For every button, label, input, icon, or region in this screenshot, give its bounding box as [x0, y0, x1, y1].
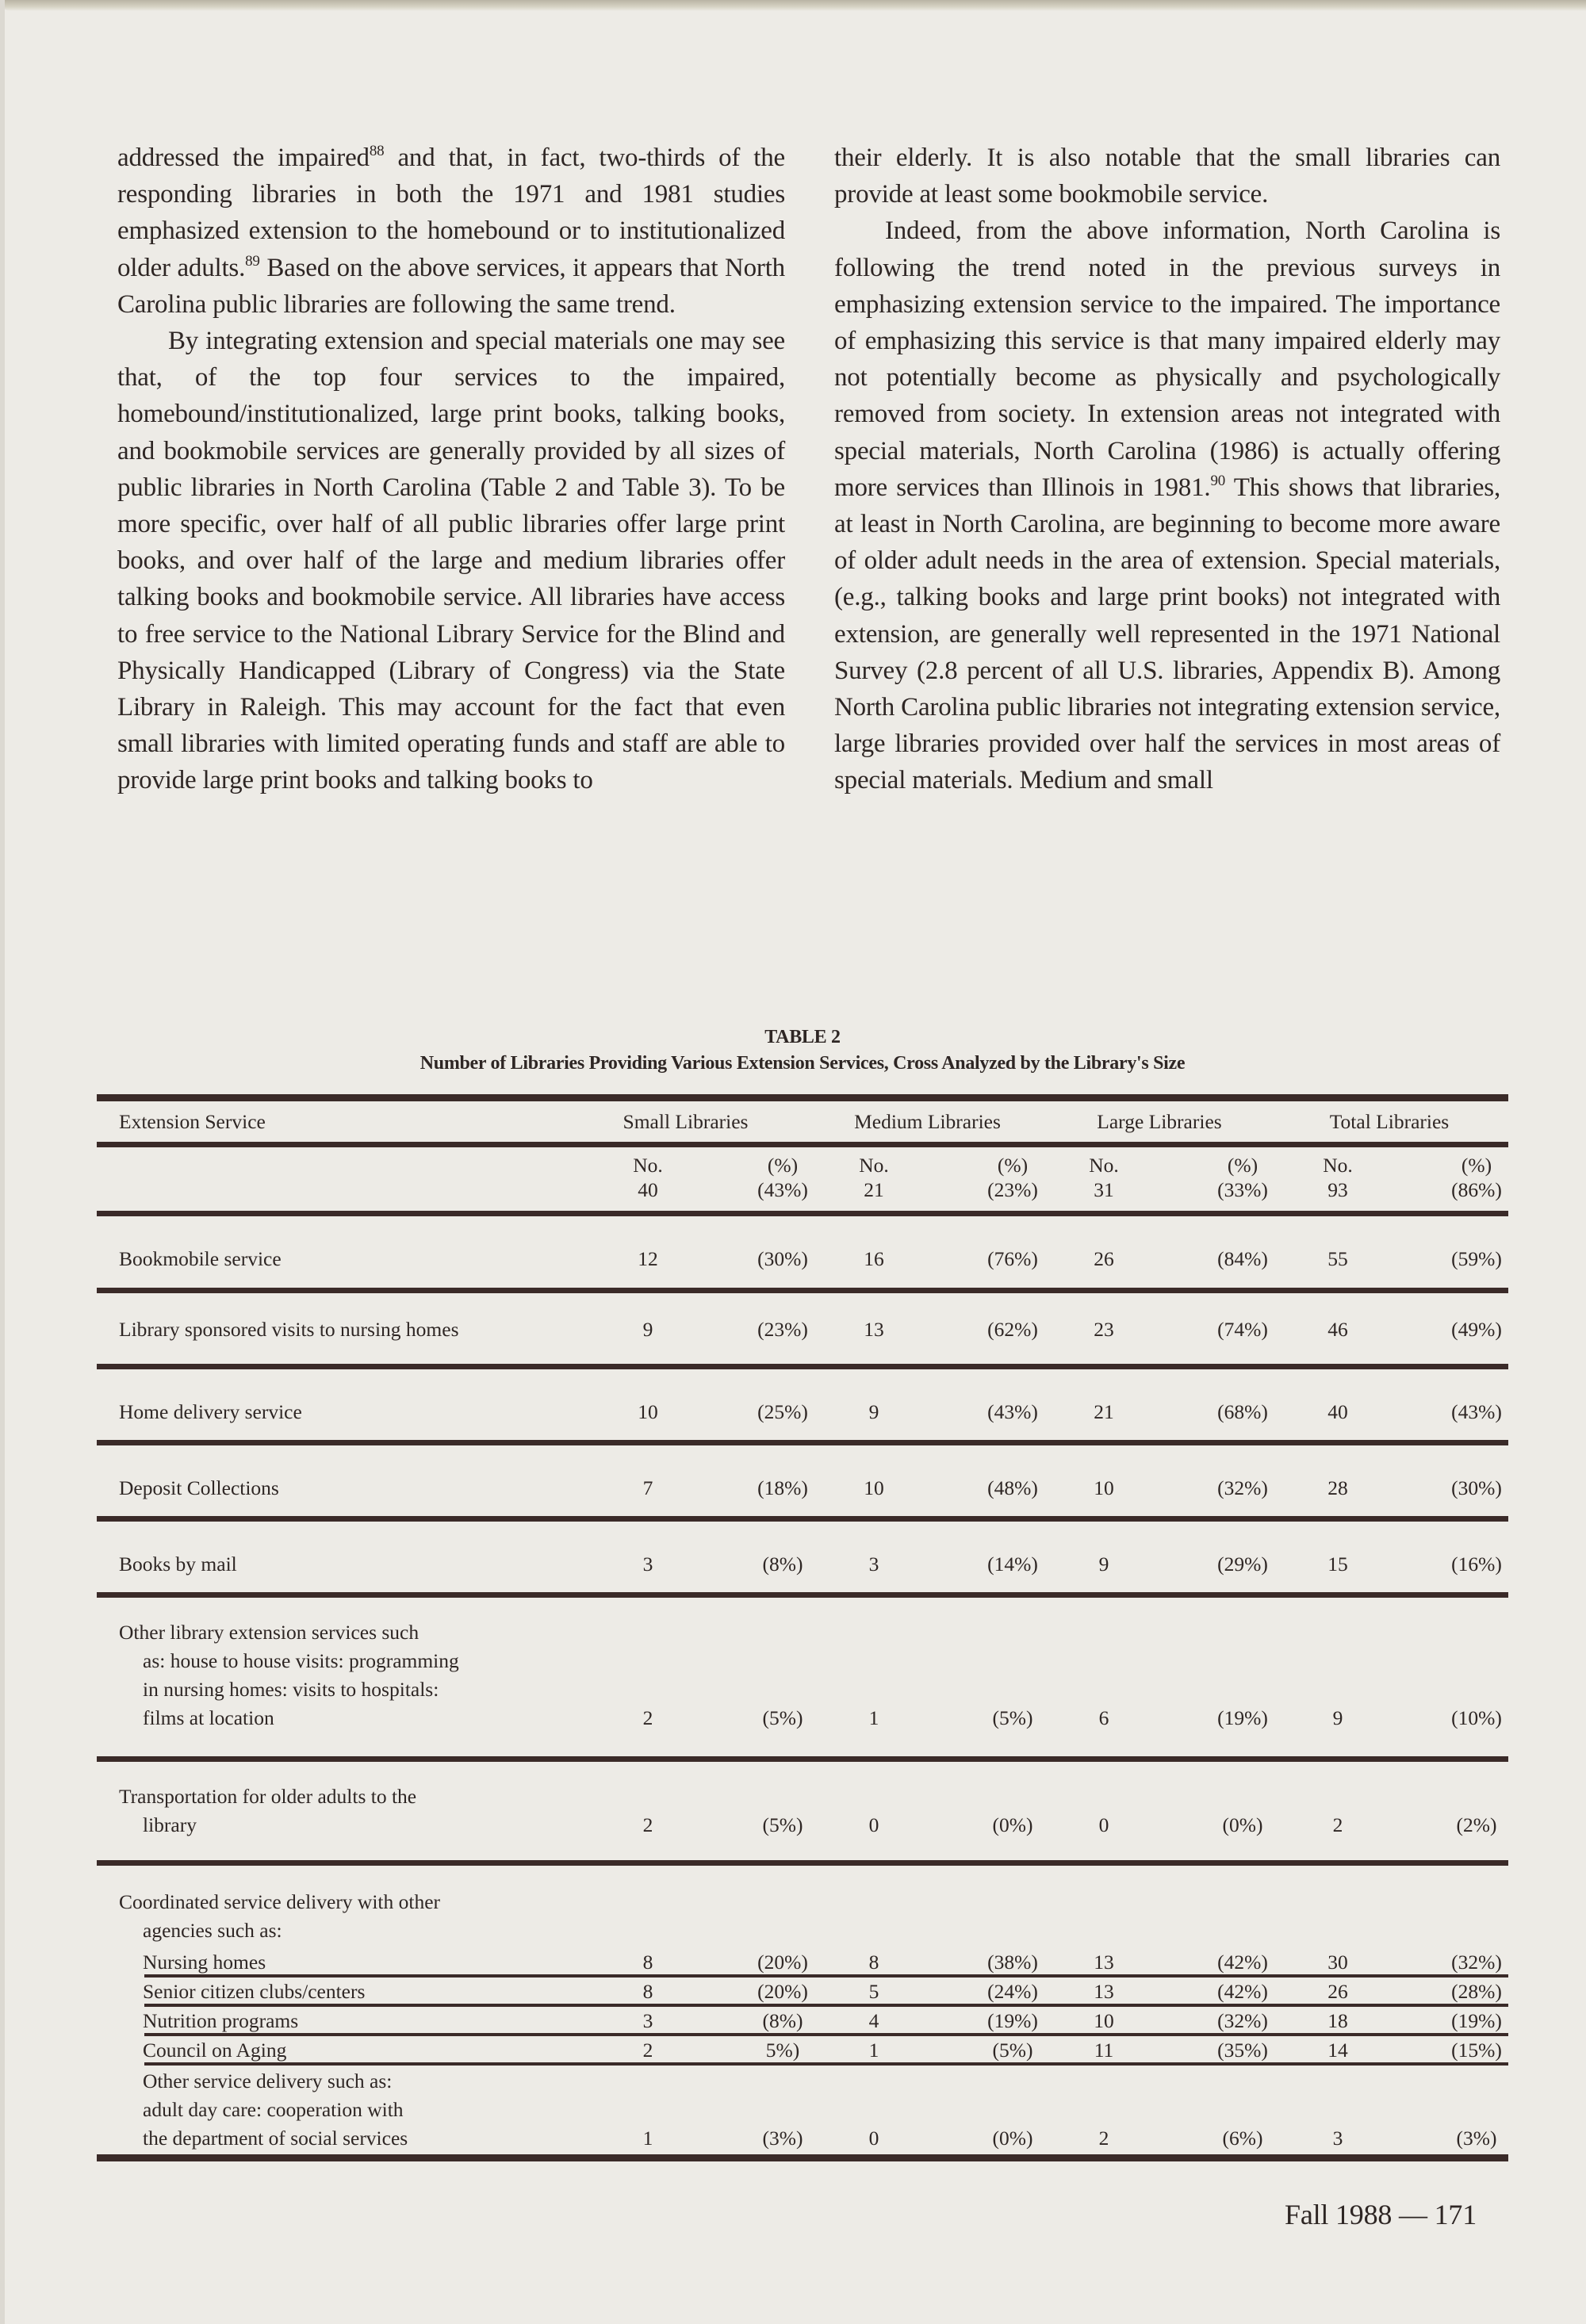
- cell-total-pct: (10%): [1451, 1706, 1502, 1729]
- cell-total-pct: (59%): [1451, 1247, 1502, 1270]
- cell-small-pct: (18%): [757, 1476, 808, 1499]
- cell-total-pct: (32%): [1451, 1951, 1502, 1974]
- cell-large-pct: (42%): [1217, 1980, 1268, 2003]
- table-subrow: [144, 1948, 1508, 1974]
- subheader-pct: (%): [767, 1154, 799, 1177]
- cell-large-no: 13: [1094, 1980, 1114, 2003]
- paragraph: their elderly. It is also notable that the small libraries can provide at least some bookmobile service.: [834, 144, 1500, 209]
- cell-medium-pct: (43%): [987, 1400, 1038, 1423]
- paragraph: addressed the impaired$^{88}$ and that, in fact, two-thirds of the responding libraries in both the 1971 and 1981 studies emphasized extension to the homebound or to institutionalized older adults.$^{89}$ Based on the above services, it appears that North Carolina public libraries are following the same trend.: [117, 143, 785, 319]
- group-label: Coordinated service delivery with other agencies such as:: [119, 1890, 441, 1942]
- cell-medium-no: 8: [868, 1951, 879, 1974]
- cell-small-no: 2: [642, 1706, 653, 1729]
- column-header-service: Extension Service: [119, 1109, 266, 1133]
- table-header-row: [97, 1101, 1508, 1142]
- cell-large-no: 21: [1094, 1400, 1114, 1423]
- table-row: [97, 1293, 1508, 1364]
- cell-large-pct: (42%): [1217, 1951, 1268, 1974]
- cell-medium-pct: (76%): [987, 1247, 1038, 1270]
- table-subrow: [144, 2007, 1508, 2033]
- cell-medium-no: 0: [868, 2127, 879, 2150]
- cell-large-pct: (6%): [1222, 2127, 1263, 2150]
- subheader-pct: (%): [1227, 1154, 1258, 1177]
- subheader-no: No.: [633, 1154, 663, 1177]
- subheader-pct: (%): [997, 1154, 1029, 1177]
- cell-large-pct: (29%): [1217, 1553, 1268, 1575]
- cell-large-no: 10: [1094, 1476, 1114, 1499]
- cell-large-pct: (35%): [1217, 2039, 1268, 2062]
- table-row: [97, 1598, 1508, 1756]
- footnote-ref: 88: [369, 143, 385, 159]
- cell-medium-pct: (0%): [992, 2127, 1033, 2150]
- cell-large-pct: (32%): [1217, 1476, 1268, 1499]
- cell-large-pct: (74%): [1217, 1318, 1268, 1341]
- cell-medium-no: 3: [868, 1553, 879, 1575]
- cell-medium-pct: (5%): [992, 2039, 1033, 2062]
- cell-total-pct: (15%): [1451, 2039, 1502, 2062]
- cell-total-no: 2: [1332, 1813, 1343, 1836]
- footnote-ref: 90: [1210, 472, 1226, 489]
- cell-medium-no: 1: [868, 1706, 879, 1729]
- row-label: Bookmobile service: [119, 1247, 282, 1270]
- cell-large-pct: (32%): [1217, 2009, 1268, 2032]
- row-label: Home delivery service: [119, 1400, 302, 1423]
- table-subrow: [144, 2036, 1508, 2062]
- cell-medium-pct: (14%): [987, 1553, 1038, 1575]
- cell-total-no: 14: [1327, 2039, 1348, 2062]
- row-label: Senior citizen clubs/centers: [143, 1980, 366, 2003]
- paragraph: Indeed, from the above information, North Carolina is following the trend noted in the previous surveys in emphasizing extension service to the impaired. The importance of emphasizing this service is that many impaired elderly may not potentially become as physically and psychologically removed from society. In extension areas not integrated with special materials, North Carolina (1986) is actually offering more services than Illinois in 1981.90 This shows that libraries, at least in North Carolina, are beginning to become more aware of older adult needs in the area of extension. Special materials, (e.g., talking books and large print books) not integrated with extension, are generally well represented in the 1971 National Survey (2.8 percent of all U.S. libraries, Appendix B). Among North Carolina public libraries not integrating extension service, large libraries provided over half the services in most areas of special materials. Medium and small: [834, 216, 1500, 795]
- cell-medium-pct: (5%): [992, 1706, 1033, 1729]
- cell-total-no: 3: [1332, 2127, 1343, 2150]
- row-label: Nutrition programs: [143, 2009, 299, 2032]
- data-table: [97, 1094, 1508, 2161]
- cell-small-no: 8: [642, 1980, 653, 2003]
- table-row: [97, 1762, 1508, 1860]
- paragraph: By integrating extension and special materials one may see that, of the top four services to the impaired, homebound/institutionalized, large print books, talking books, and bookmobile services are generally provided by all sizes of public libraries in North Carolina (Table 2 and Table 3). To be more specific, over half of all public libraries offer large print books, and over half of the large and medium libraries offer talking books and bookmobile service. All libraries have access to free service to the National Library Service for the Blind and Physically Handicapped (Library of Congress) via the State Library in Raleigh. This may account for the fact that even small libraries with limited operating funds and staff are able to provide large print books and talking books to: [117, 327, 785, 795]
- table-subrow: [97, 2066, 1508, 2154]
- cell-total-pct: (28%): [1451, 1980, 1502, 2003]
- cell-total-pct: (43%): [1451, 1400, 1502, 1423]
- table-title: Number of Libraries Providing Various Extension Services, Cross Analyzed by the Library's Size: [419, 1053, 1186, 1074]
- cell-small-pct: (23%): [757, 1318, 808, 1341]
- table-row: [97, 1369, 1508, 1440]
- cell-small-pct: (8%): [762, 1553, 803, 1575]
- table-row: [97, 1522, 1508, 1592]
- row-label: Nursing homes: [143, 1951, 266, 1974]
- table-rule: [97, 1094, 1508, 1101]
- row-label: Other service delivery such as: adult day care: cooperation with the department of social services: [143, 2069, 408, 2150]
- cell-medium-pct: (62%): [987, 1318, 1038, 1341]
- table-group-heading: [97, 1866, 1508, 1948]
- cell-small-no: 2: [642, 1813, 653, 1836]
- cell-medium-pct: (38%): [987, 1951, 1038, 1974]
- cell-medium-no: 5: [868, 1980, 879, 2003]
- subheader-no: No.: [1323, 1154, 1353, 1177]
- cell-medium-no: 21: [864, 1178, 884, 1201]
- cell-medium-no: 13: [864, 1318, 884, 1341]
- cell-small-pct: (30%): [757, 1247, 808, 1270]
- row-label: Transportation for older adults to the library: [119, 1785, 417, 1836]
- cell-large-pct: (84%): [1217, 1247, 1268, 1270]
- table-subrow: [144, 1978, 1508, 2004]
- cell-small-no: 12: [638, 1247, 658, 1270]
- cell-large-no: 23: [1094, 1318, 1114, 1341]
- cell-small-pct: (3%): [762, 2127, 803, 2150]
- row-label: Library sponsored visits to nursing homes: [119, 1318, 459, 1341]
- table-label: TABLE 2: [764, 1027, 841, 1047]
- cell-total-no: 55: [1327, 1247, 1348, 1270]
- cell-small-no: 8: [642, 1951, 653, 1974]
- cell-large-no: 9: [1098, 1553, 1109, 1575]
- cell-small-pct: (25%): [757, 1400, 808, 1423]
- table-caption: [97, 1024, 1508, 1077]
- cell-small-no: 3: [642, 1553, 653, 1575]
- cell-total-no: 26: [1327, 1980, 1348, 2003]
- cell-medium-pct: (0%): [992, 1813, 1033, 1836]
- subheader-no: No.: [859, 1154, 889, 1177]
- cell-medium-no: 1: [868, 2039, 879, 2062]
- cell-medium-no: 4: [868, 2009, 879, 2032]
- table-row: [97, 1445, 1508, 1516]
- cell-total-pct: (2%): [1456, 1813, 1497, 1836]
- cell-large-pct: (0%): [1222, 1813, 1263, 1836]
- right-text-column: [834, 140, 1500, 799]
- cell-large-no: 6: [1098, 1706, 1109, 1729]
- cell-total-no: 46: [1327, 1318, 1348, 1341]
- cell-small-no: 7: [642, 1476, 653, 1499]
- subheader-no: No.: [1089, 1154, 1119, 1177]
- table-row: [97, 1216, 1508, 1288]
- cell-large-pct: (68%): [1217, 1400, 1268, 1423]
- cell-large-no: 2: [1098, 2127, 1109, 2150]
- cell-small-no: 9: [642, 1318, 653, 1341]
- cell-total-no: 93: [1327, 1178, 1348, 1201]
- cell-large-no: 31: [1094, 1178, 1114, 1201]
- row-label: Other library extension services such as: house to house visits: programming in nursing homes: visits to hospitals: films at location: [119, 1621, 459, 1729]
- cell-small-no: 3: [642, 2009, 653, 2032]
- left-text-column: [117, 140, 785, 799]
- cell-large-no: 13: [1094, 1951, 1114, 1974]
- page-folio: Fall 1988 — 171: [1285, 2199, 1477, 2230]
- cell-total-pct: (3%): [1456, 2127, 1497, 2150]
- column-header-small: Small Libraries: [623, 1109, 749, 1133]
- cell-small-no: 1: [642, 2127, 653, 2150]
- cell-medium-pct: (19%): [987, 2009, 1038, 2032]
- cell-small-no: 2: [642, 2039, 653, 2062]
- cell-medium-no: 10: [864, 1476, 884, 1499]
- cell-small-no: 10: [638, 1400, 658, 1423]
- column-header-total: Total Libraries: [1329, 1109, 1450, 1133]
- cell-total-no: 28: [1327, 1476, 1348, 1499]
- cell-total-no: 40: [1327, 1400, 1348, 1423]
- cell-small-no: 40: [638, 1178, 658, 1201]
- footnote-ref: 89: [245, 252, 260, 270]
- cell-small-pct: (5%): [762, 1813, 803, 1836]
- row-label: Books by mail: [119, 1553, 237, 1575]
- cell-medium-no: 16: [864, 1247, 884, 1270]
- cell-large-no: 0: [1098, 1813, 1109, 1836]
- cell-large-no: 26: [1094, 1247, 1114, 1270]
- row-label: Council on Aging: [143, 2039, 287, 2062]
- cell-total-pct: (49%): [1451, 1318, 1502, 1341]
- cell-medium-no: 0: [868, 1813, 879, 1836]
- column-header-large: Large Libraries: [1097, 1109, 1222, 1133]
- cell-total-no: 15: [1327, 1553, 1348, 1575]
- cell-large-pct: (19%): [1217, 1706, 1268, 1729]
- cell-total-no: 18: [1327, 2009, 1348, 2032]
- cell-medium-pct: (24%): [987, 1980, 1038, 2003]
- cell-small-pct: (8%): [762, 2009, 803, 2032]
- cell-large-no: 10: [1094, 2009, 1114, 2032]
- cell-large-no: 11: [1094, 2039, 1114, 2062]
- cell-small-pct: (20%): [757, 1980, 808, 2003]
- column-header-medium: Medium Libraries: [854, 1109, 1001, 1133]
- cell-small-pct: (43%): [757, 1178, 808, 1201]
- cell-small-pct: (20%): [757, 1951, 808, 1974]
- cell-medium-pct: (48%): [987, 1476, 1038, 1499]
- cell-total-pct: (16%): [1451, 1553, 1502, 1575]
- row-label: Deposit Collections: [119, 1476, 279, 1499]
- table-row-all: [97, 1147, 1508, 1211]
- cell-total-no: 30: [1327, 1951, 1348, 1974]
- subheader-pct: (%): [1461, 1154, 1492, 1177]
- cell-medium-no: 9: [868, 1400, 879, 1423]
- cell-small-pct: 5%): [765, 2039, 800, 2062]
- cell-total-pct: (86%): [1451, 1178, 1502, 1201]
- cell-total-no: 9: [1332, 1706, 1343, 1729]
- table-rule: [97, 1142, 1508, 1147]
- cell-large-pct: (33%): [1217, 1178, 1268, 1201]
- cell-total-pct: (19%): [1451, 2009, 1502, 2032]
- cell-total-pct: (30%): [1451, 1476, 1502, 1499]
- cell-medium-pct: (23%): [987, 1178, 1038, 1201]
- cell-small-pct: (5%): [762, 1706, 803, 1729]
